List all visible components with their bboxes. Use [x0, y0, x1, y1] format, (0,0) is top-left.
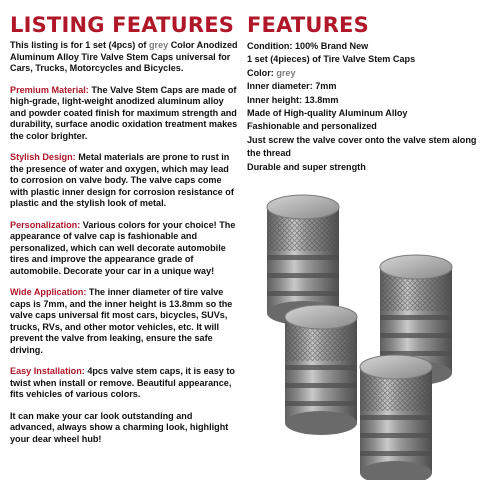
paragraph-text: The Valve Stem Caps are made of high-grade, light-weight anodized aluminum alloy and powder coated finish for maximum strength and durability, surface anodic oxidation treatment makes the color brighter.: [10, 84, 238, 141]
closing-paragraph: It can make your car look outstanding and advanced, always show a charming look, highlight your dear wheel hub!: [10, 410, 229, 444]
intro-color-word: grey: [148, 40, 169, 50]
product-image-valve-caps: [255, 185, 480, 480]
intro-text: [10, 40, 238, 75]
spec-list: [247, 40, 477, 174]
paragraph-text: The inner diameter of tire valve caps is 7mm, and the inner height is 13.8mm so the valve caps universal fit most cars, bicycles, SUVs, trucks, RVs, and other motor vehicles, etc. It will prevent the valve from leaking, ensure the safe driving.: [10, 287, 233, 355]
features-heading: FEATURES: [247, 13, 369, 37]
paragraph-text: Metal materials are prone to rust in the presence of water and oxygen, which may lead to corrosion on valve body. The valve caps come with plastic inner design for corrosion resistance of plastic and the stylish look of metal.: [10, 152, 234, 208]
valve-caps-illustration: [255, 185, 480, 480]
intro-text-start: This listing is for 1 set (4pcs) of: [10, 40, 149, 50]
spec-color-value: grey: [276, 67, 296, 78]
spec-inner-diameter: Inner diameter: 7mm: [247, 81, 337, 92]
listing-features-column: [10, 14, 238, 445]
paragraph-label: Premium Material:: [10, 84, 89, 95]
wide-application-paragraph: [10, 287, 238, 356]
spec-style: Fashionable and personalized: [247, 121, 377, 132]
spec-inner-height: Inner height: 13.8mm: [247, 94, 339, 105]
paragraph-label: Personalization:: [10, 219, 81, 230]
spec-color: [247, 67, 477, 80]
paragraph-label: Wide Application:: [10, 287, 87, 297]
paragraph-label: Easy Installation:: [10, 366, 85, 376]
paragraph-text: 4pcs valve stem caps, it is easy to twist when install or remove. Beautiful appearance, fits vehicles of various colors.: [10, 366, 235, 399]
spec-install: Just screw the valve cover onto the valve stem along the thread: [247, 134, 477, 159]
paragraph-label: Stylish Design:: [10, 152, 76, 162]
spec-color-label: Color:: [247, 67, 277, 78]
features-column: [247, 14, 477, 174]
personalization-paragraph: [10, 220, 238, 278]
valve-cap-4: [360, 355, 432, 480]
spec-durability: Durable and super strength: [247, 161, 366, 172]
stylish-design-paragraph: [10, 152, 238, 210]
easy-installation-paragraph: [10, 366, 238, 401]
listing-features-heading: LISTING FEATURES: [10, 13, 235, 37]
spec-set: 1 set (4pieces) of Tire Valve Stem Caps: [247, 54, 416, 65]
premium-material-paragraph: [10, 85, 238, 143]
spec-condition: Condition: 100% Brand New: [247, 41, 369, 51]
spec-material: Made of High-quality Aluminum Alloy: [247, 108, 408, 119]
valve-cap-3: [285, 305, 357, 435]
intro-text-end: Color Anodized Aluminum Alloy Tire Valve Stem Caps universal for Cars, Trucks, Motorcycles and Bicycles.: [10, 40, 238, 73]
paragraph-text: Various colors for your choice! The appearance of valve cap is fashionable and personalized, which can well decorate automobile tires and improve the appearance grade of automobile. Decorate your car in a unique way!: [10, 219, 236, 276]
